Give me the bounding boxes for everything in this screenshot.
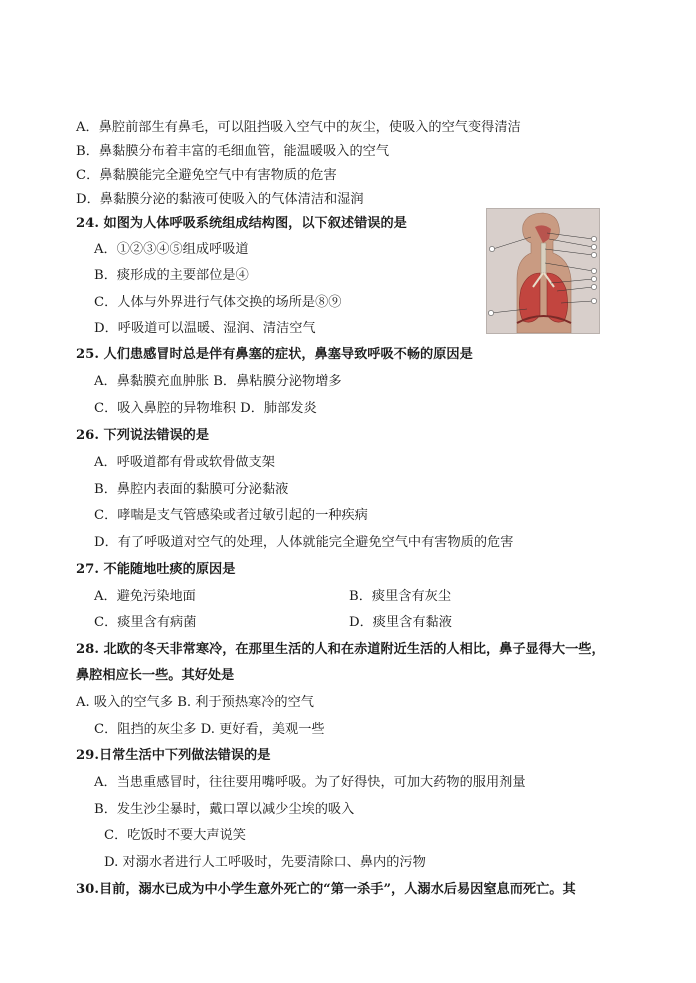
trachea <box>541 243 546 273</box>
q28-stem-line1: 28. 北欧的冬天非常寒冷，在那里生活的人和在赤道附近生活的人相比，鼻子显得大一些， <box>76 642 605 657</box>
q29-stem: 29.日常生活中下列做法错误的是 <box>76 748 271 763</box>
q26-option-a: A．呼吸道都有骨或软骨做支架 <box>94 455 275 470</box>
prev-option-b: B．鼻黏膜分布着丰富的毛细血管，能温暖吸入的空气 <box>76 144 390 159</box>
q25-options-ab: A．鼻黏膜充血肿胀 B．鼻粘膜分泌物增多 <box>94 374 342 389</box>
q28-options-cd: C．阻挡的灰尘多 D. 更好看，美观一些 <box>94 722 325 737</box>
q26-option-c: C．哮喘是支气管感染或者过敏引起的一种疾病 <box>94 508 368 523</box>
q28-stem-line2: 鼻腔相应长一些。其好处是 <box>76 668 235 683</box>
q26-stem: 26. 下列说法错误的是 <box>76 428 210 443</box>
q24-stem: 24. 如图为人体呼吸系统组成结构图，以下叙述错误的是 <box>76 216 407 231</box>
q25-options-cd: C．吸入鼻腔的异物堆积 D．肺部发炎 <box>94 401 317 416</box>
q28-options-ab: A. 吸入的空气多 B. 利于预热寒冷的空气 <box>76 695 314 710</box>
respiratory-system-figure <box>486 208 600 334</box>
q26-option-d: D．有了呼吸道对空气的处理，人体就能完全避免空气中有害物质的危害 <box>94 535 514 550</box>
q30-stem: 30.目前，溺水已成为中小学生意外死亡的“第一杀手”，人溺水后易因窒息而死亡。其 <box>76 882 576 897</box>
q29-option-c: C．吃饭时不要大声说笑 <box>104 828 246 843</box>
q27-option-b: B．痰里含有灰尘 <box>349 589 452 604</box>
q24-option-d: D．呼吸道可以温暖、湿润、清洁空气 <box>94 321 316 336</box>
q24-option-a: A．①②③④⑤组成呼吸道 <box>94 242 249 257</box>
q27-option-a: A．避免污染地面 <box>94 589 196 604</box>
q29-option-d: D. 对溺水者进行人工呼吸时，先要清除口、鼻内的污物 <box>104 855 426 870</box>
prev-option-d: D．鼻黏膜分泌的黏液可使吸入的气体清洁和湿润 <box>76 192 364 207</box>
q29-option-a: A．当患重感冒时，往往要用嘴呼吸。为了好得快，可加大药物的服用剂量 <box>94 775 526 790</box>
q27-option-d: D．痰里含有黏液 <box>349 615 452 630</box>
q27-option-c: C．痰里含有病菌 <box>94 615 197 630</box>
prev-option-a: A．鼻腔前部生有鼻毛，可以阻挡吸入空气中的灰尘，使吸入的空气变得清洁 <box>76 120 521 135</box>
q24-option-b: B．痰形成的主要部位是④ <box>94 268 249 283</box>
q26-option-b: B．鼻腔内表面的黏膜可分泌黏液 <box>94 482 289 497</box>
q24-option-c: C．人体与外界进行气体交换的场所是⑧⑨ <box>94 295 342 310</box>
q27-stem: 27. 不能随地吐痰的原因是 <box>76 562 236 577</box>
prev-option-c: C．鼻黏膜能完全避免空气中有害物质的危害 <box>76 168 337 183</box>
respiratory-diagram <box>487 209 599 333</box>
q25-stem: 25. 人们患感冒时总是伴有鼻塞的症状，鼻塞导致呼吸不畅的原因是 <box>76 347 473 362</box>
q29-option-b: B．发生沙尘暴时，戴口罩以减少尘埃的吸入 <box>94 802 355 817</box>
